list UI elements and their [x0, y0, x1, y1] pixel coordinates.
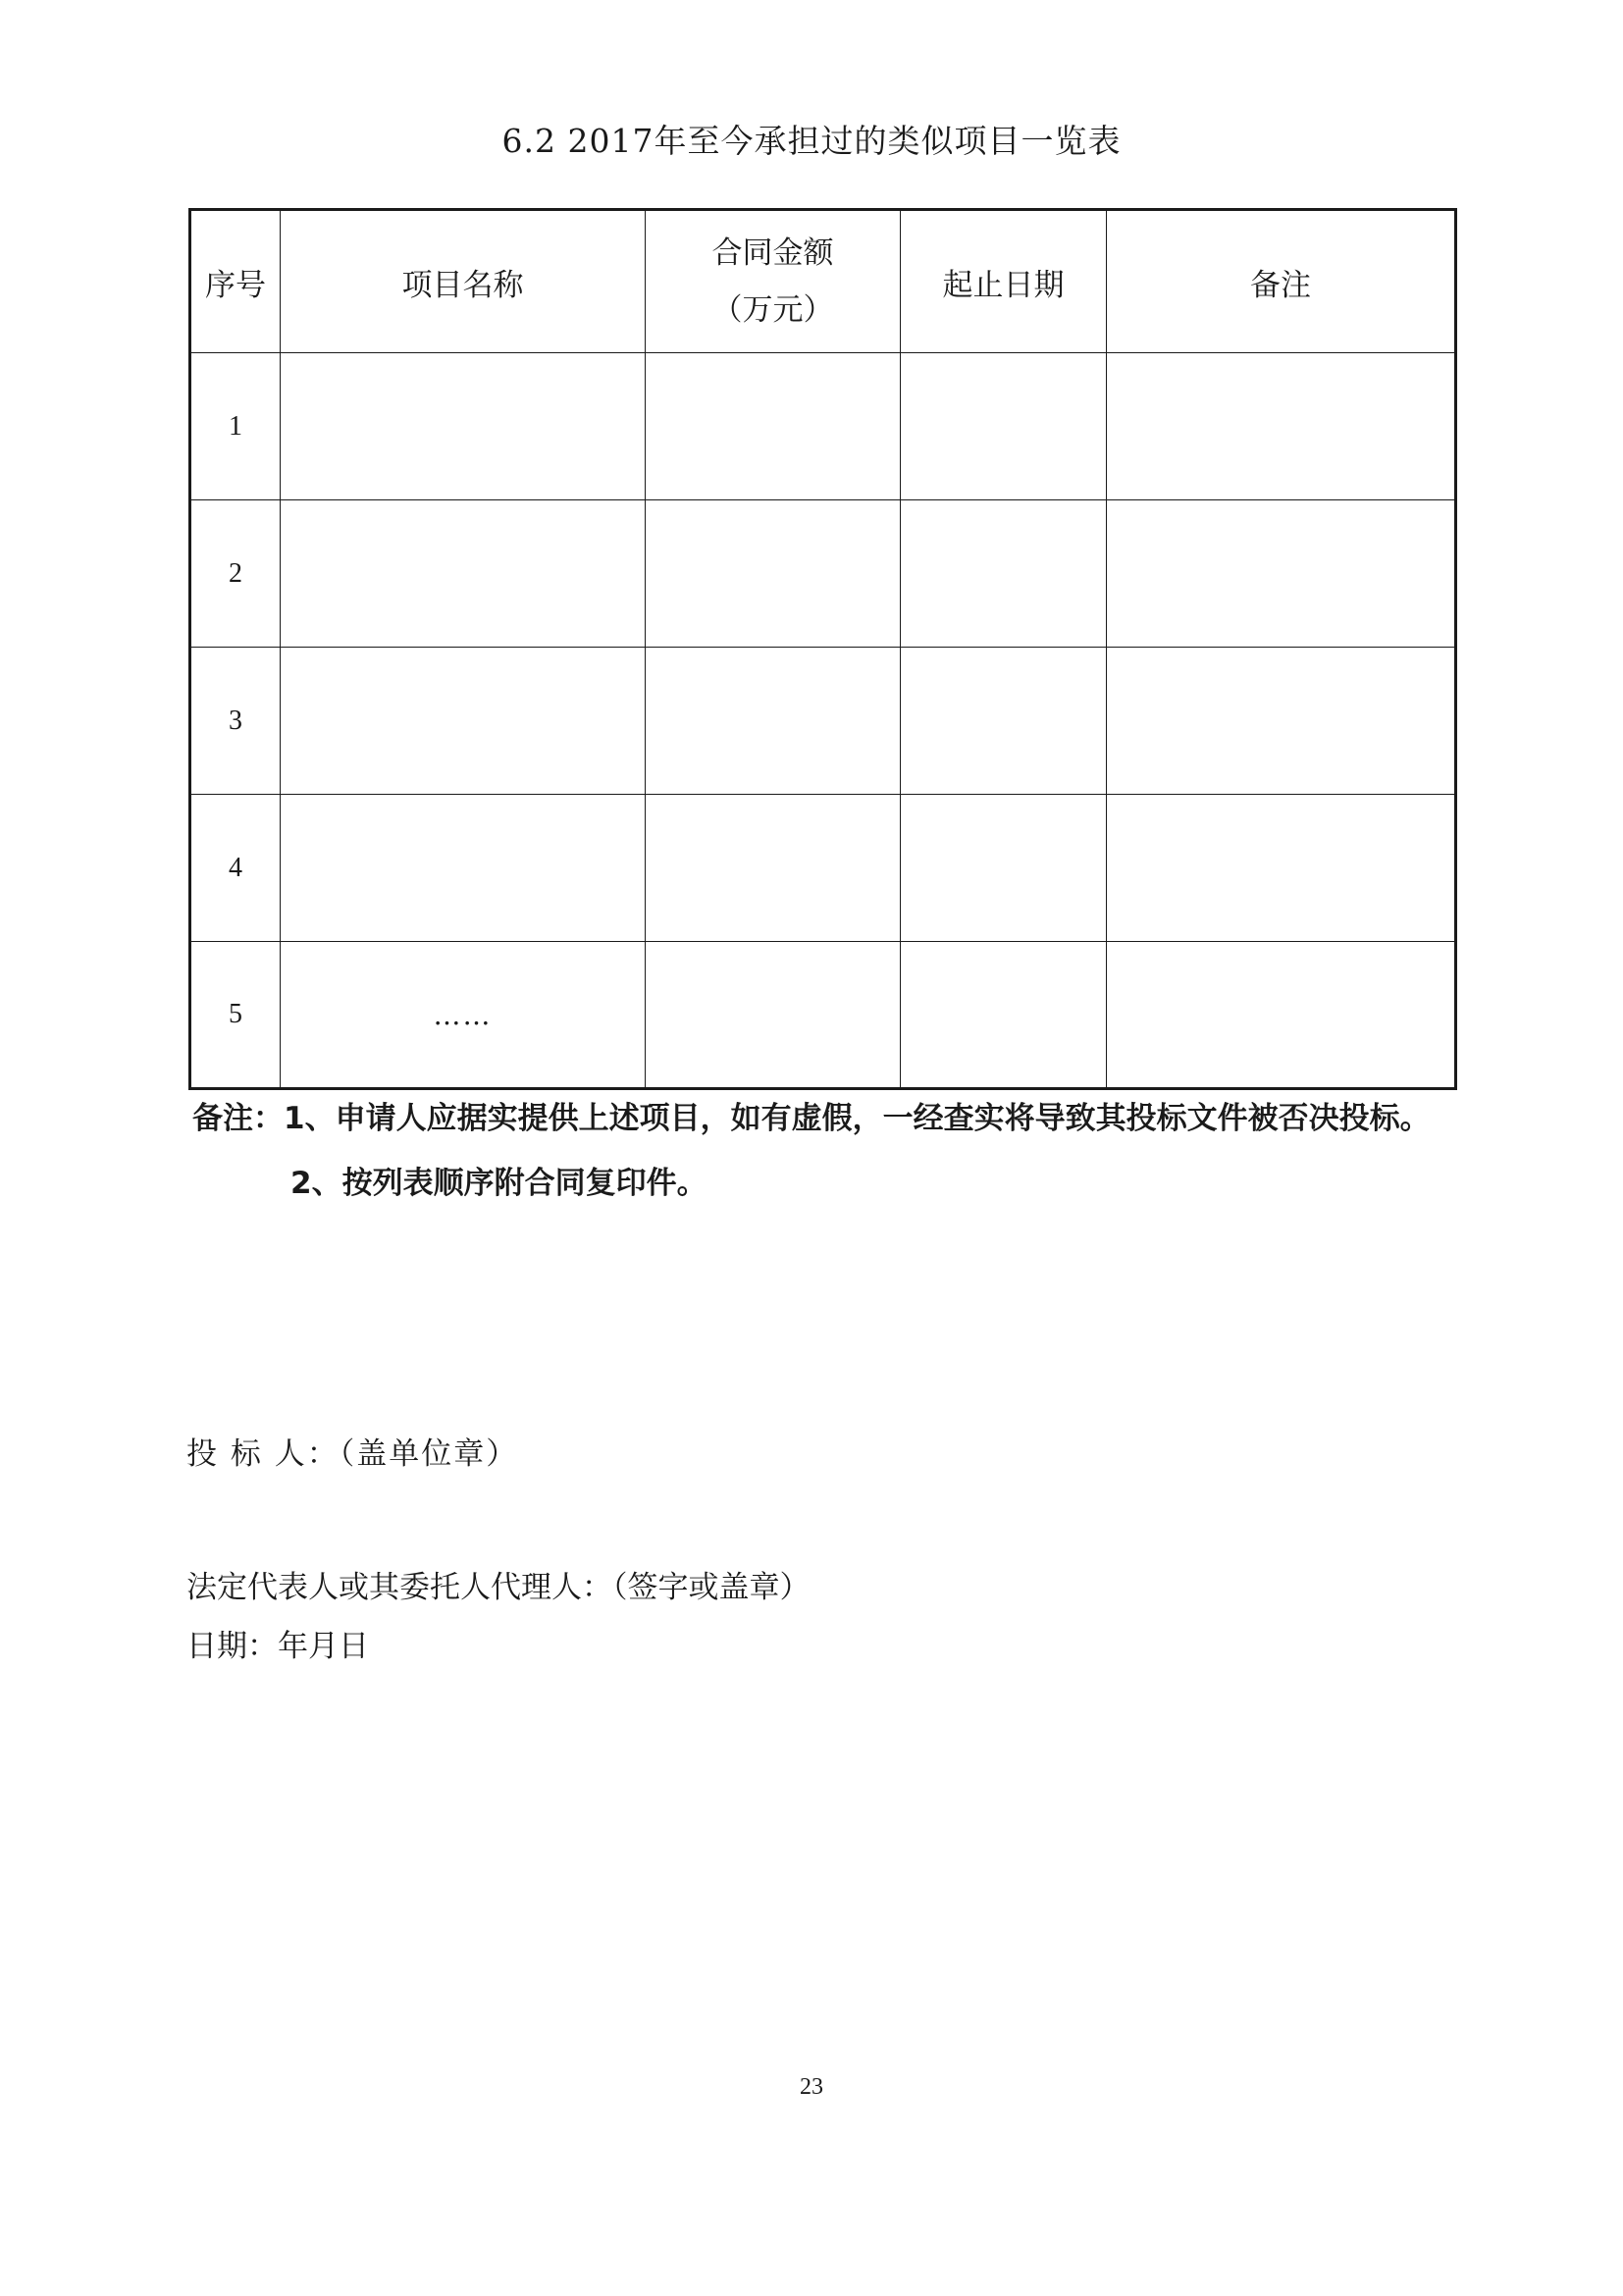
table-row — [190, 942, 1456, 1089]
cell-dates — [901, 795, 1107, 942]
cell-seq: 5 — [190, 942, 281, 1089]
cell-project-name: …… — [281, 942, 646, 1089]
representative-signature-line: 法定代表人或其委托人代理人：（签字或盖章） — [186, 1570, 811, 1605]
table-header-row — [190, 210, 1456, 353]
cell-seq: 1 — [190, 353, 281, 500]
cell-seq: 3 — [190, 648, 281, 795]
cell-remarks — [1107, 353, 1456, 500]
cell-project-name — [281, 500, 646, 648]
cell-seq: 4 — [190, 795, 281, 942]
table-row — [190, 795, 1456, 942]
similar-projects-table — [188, 208, 1457, 1090]
cell-project-name — [281, 795, 646, 942]
header-contract-amount-line1: 合同金额 — [711, 235, 834, 271]
table-row — [190, 648, 1456, 795]
cell-contract-amount — [646, 353, 901, 500]
cell-seq: 2 — [190, 500, 281, 648]
cell-remarks — [1107, 648, 1456, 795]
cell-remarks — [1107, 942, 1456, 1089]
cell-remarks — [1107, 795, 1456, 942]
cell-contract-amount — [646, 500, 901, 648]
header-contract-amount — [646, 210, 901, 353]
cell-contract-amount — [646, 942, 901, 1089]
page-title: 6.2 2017年至今承担过的类似项目一览表 — [501, 122, 1122, 160]
cell-contract-amount — [646, 795, 901, 942]
date-line: 日期：年月日 — [186, 1629, 369, 1664]
header-start-end-dates: 起止日期 — [901, 210, 1107, 353]
table-row — [190, 500, 1456, 648]
page-number: 23 — [800, 2074, 823, 2100]
cell-project-name — [281, 648, 646, 795]
table-row — [190, 353, 1456, 500]
note-line-2: 2、按列表顺序附合同复印件。 — [290, 1166, 707, 1201]
cell-dates — [901, 353, 1107, 500]
cell-dates — [901, 648, 1107, 795]
cell-dates — [901, 942, 1107, 1089]
header-project-name: 项目名称 — [281, 210, 646, 353]
note-line-1: 备注：1、申请人应据实提供上述项目，如有虚假，一经查实将导致其投标文件被否决投标。 — [192, 1101, 1431, 1136]
cell-contract-amount — [646, 648, 901, 795]
cell-project-name — [281, 353, 646, 500]
header-seq: 序号 — [190, 210, 281, 353]
header-remarks: 备注 — [1107, 210, 1456, 353]
header-contract-amount-unit: （万元） — [711, 292, 834, 328]
cell-remarks — [1107, 500, 1456, 648]
cell-dates — [901, 500, 1107, 648]
bidder-seal-line: 投 标 人：（盖单位章） — [186, 1436, 519, 1472]
